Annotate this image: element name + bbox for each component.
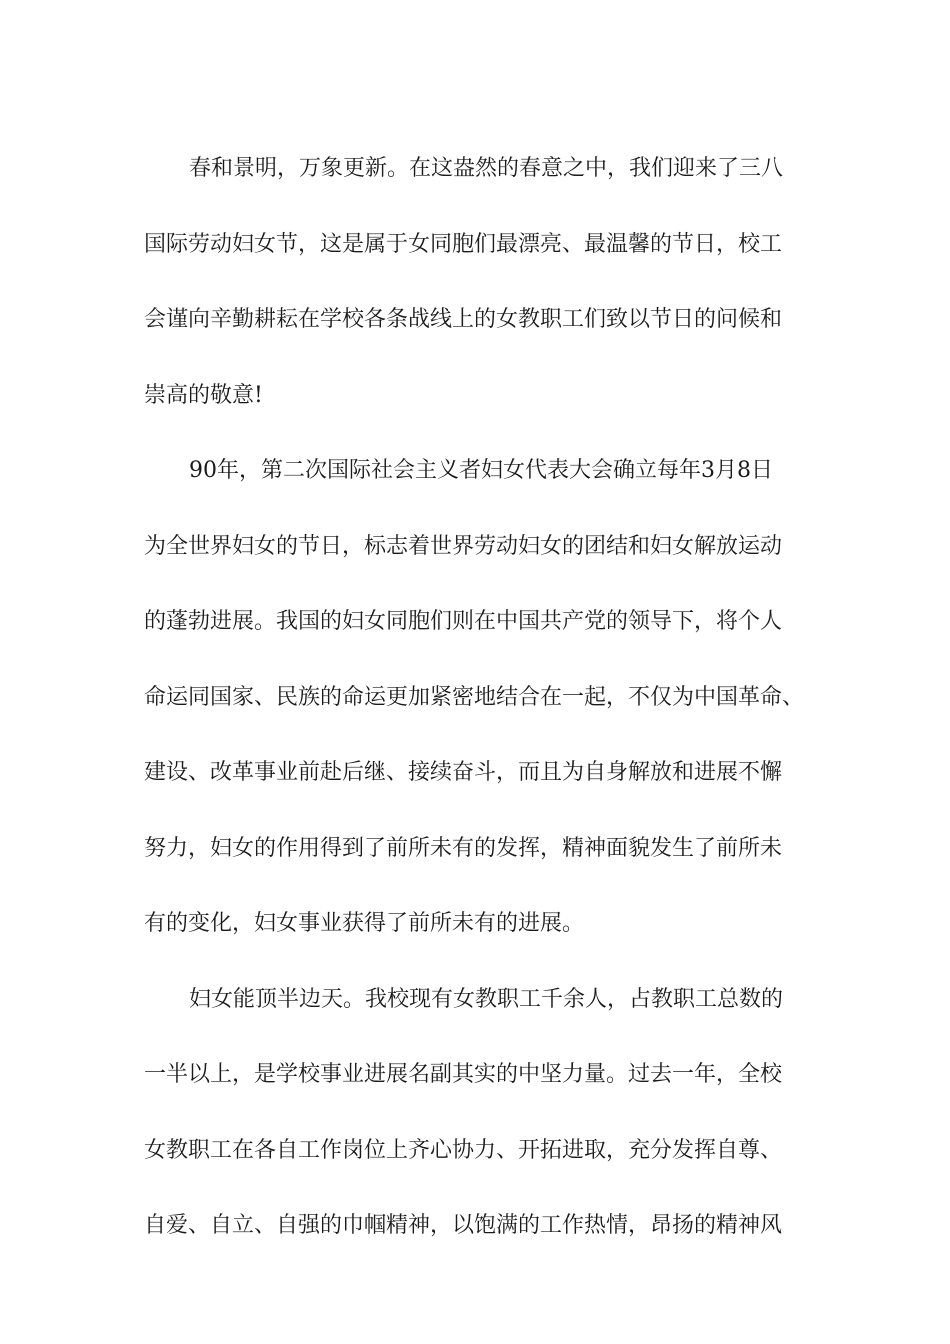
paragraph-1-line-1: 春和景明，万象更新。在这盎然的春意之中，我们迎来了三八 bbox=[189, 156, 784, 181]
paragraph-1-line-2: 国际劳动妇女节，这是属于女同胞们最漂亮、最温馨的节日，校工 bbox=[144, 231, 783, 257]
paragraph-2-line-5: 建设、改革事业前赴后继、接续奋斗，而且为自身解放和进展不懈 bbox=[144, 760, 783, 785]
paragraph-2-line-2: 为全世界妇女的节日，标志着世界劳动妇女的团结和妇女解放运动 bbox=[144, 533, 783, 559]
paragraph-3-line-4: 自爱、自立、自强的巾帼精神，以饱满的工作热情，昂扬的精神风 bbox=[144, 1213, 783, 1238]
paragraph-2-line-3: 的蓬勃进展。我国的妇女同胞们则在中国共产党的领导下，将个人 bbox=[144, 609, 783, 634]
paragraph-3-line-1: 妇女能顶半边天。我校现有女教职工千余人，占教职工总数的 bbox=[189, 986, 784, 1012]
paragraph-2-line-4: 命运同国家、民族的命运更加紧密地结合在一起，不仅为中国革命、 bbox=[144, 684, 805, 710]
paragraph-2-line-7: 有的变化，妇女事业获得了前所未有的进展。 bbox=[144, 911, 585, 936]
document-body bbox=[144, 131, 844, 1264]
paragraph-2-line-6: 努力，妇女的作用得到了前所未有的发挥，精神面貌发生了前所未 bbox=[144, 835, 783, 861]
paragraph-2-line-1: 90年，第二次国际社会主义者妇女代表大会确立每年3月8日 bbox=[189, 458, 773, 483]
paragraph-3-line-2: 一半以上，是学校事业进展名副其实的中坚力量。过去一年，全校 bbox=[144, 1062, 783, 1087]
paragraph-3-line-3: 女教职工在各自工作岗位上齐心协力、开拓进取，充分发挥自尊、 bbox=[144, 1137, 783, 1163]
paragraph-1-line-4: 崇高的敬意! bbox=[144, 382, 263, 408]
paragraph-1-line-3: 会谨向辛勤耕耘在学校各条战线上的女教职工们致以节日的问候和 bbox=[144, 307, 783, 332]
